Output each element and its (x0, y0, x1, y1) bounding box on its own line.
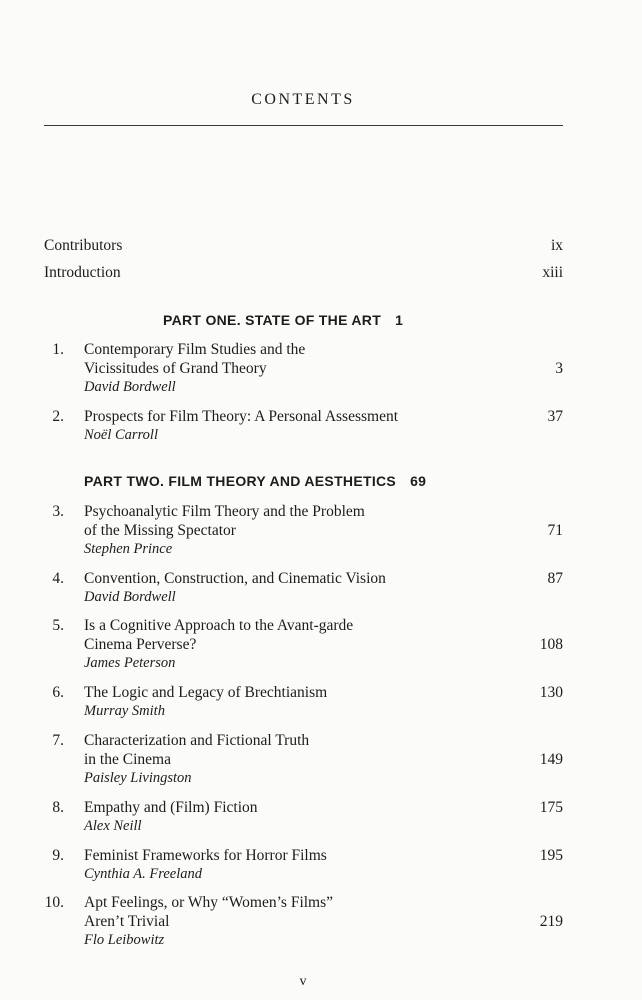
chapter-author: Paisley Livingston (84, 770, 192, 786)
chapter-title-line: in the Cinema (84, 751, 171, 768)
chapter-author: Stephen Prince (84, 541, 173, 557)
chapter-author: Murray Smith (84, 703, 165, 719)
chapter-page: 149 (539, 751, 563, 768)
chapter-author: David Bordwell (84, 379, 176, 395)
part-label: PART TWO. FILM THEORY AND AESTHETICS (84, 473, 397, 489)
chapter-title-line: of the Missing Spectator (84, 522, 236, 539)
page-number: v (299, 974, 307, 989)
chapter-author: James Peterson (84, 655, 176, 671)
chapter-page: 130 (539, 684, 563, 701)
chapter-number: 2. (52, 408, 64, 425)
chapter-number: 9. (52, 847, 64, 864)
chapter-title-line: Vicissitudes of Grand Theory (84, 360, 267, 377)
chapter-number: 3. (52, 503, 64, 520)
chapter-page: 219 (539, 913, 563, 930)
chapter-page: 108 (539, 636, 563, 653)
chapter-author: Alex Neill (84, 818, 142, 834)
part-heading (84, 473, 426, 489)
chapter-number: 7. (52, 732, 64, 749)
chapter-page: 87 (547, 570, 563, 587)
chapter-number: 8. (52, 799, 64, 816)
chapter-title-line: Cinema Perverse? (84, 636, 197, 653)
part-label: PART ONE. STATE OF THE ART (163, 312, 382, 328)
toc-page-contributors: ix (550, 237, 563, 254)
chapter-number: 10. (44, 894, 64, 911)
page-title: CONTENTS (251, 91, 355, 108)
part-page: 69 (410, 473, 427, 489)
chapter-page: 71 (547, 522, 563, 539)
chapter-author: Noël Carroll (84, 427, 158, 443)
chapter-title-line: Feminist Frameworks for Horror Films (84, 847, 327, 864)
toc-label-introduction: Introduction (44, 264, 121, 281)
chapter-number: 4. (52, 570, 64, 587)
chapter-number: 5. (52, 617, 64, 634)
chapter-title-line: Contemporary Film Studies and the (84, 341, 306, 358)
chapter-author: David Bordwell (84, 589, 176, 605)
chapter-title-line: Convention, Construction, and Cinematic Vision (84, 570, 386, 587)
part-heading (163, 312, 403, 328)
chapter-number: 1. (52, 341, 64, 358)
chapter-title-line: Is a Cognitive Approach to the Avant-garde (84, 617, 354, 634)
chapter-page: 37 (547, 408, 563, 425)
part-page: 1 (395, 312, 404, 328)
chapter-page: 3 (555, 360, 563, 377)
chapter-page: 175 (539, 799, 563, 816)
toc-label-contributors: Contributors (44, 237, 123, 254)
chapter-author: Flo Leibowitz (84, 932, 165, 948)
chapter-title-line: Psychoanalytic Film Theory and the Problem (84, 503, 365, 520)
chapter-page: 195 (539, 847, 563, 864)
chapter-number: 6. (52, 684, 64, 701)
chapter-title-line: Characterization and Fictional Truth (84, 732, 310, 749)
chapter-author: Cynthia A. Freeland (84, 866, 202, 882)
chapter-title-line: Apt Feelings, or Why “Women’s Films” (84, 894, 334, 911)
chapter-title-line: Aren’t Trivial (84, 913, 170, 930)
chapter-title-line: The Logic and Legacy of Brechtianism (84, 684, 328, 701)
chapter-title-line: Prospects for Film Theory: A Personal Assessment (84, 408, 399, 425)
chapter-title-line: Empathy and (Film) Fiction (84, 799, 258, 816)
toc-page-introduction: xiii (542, 264, 563, 281)
